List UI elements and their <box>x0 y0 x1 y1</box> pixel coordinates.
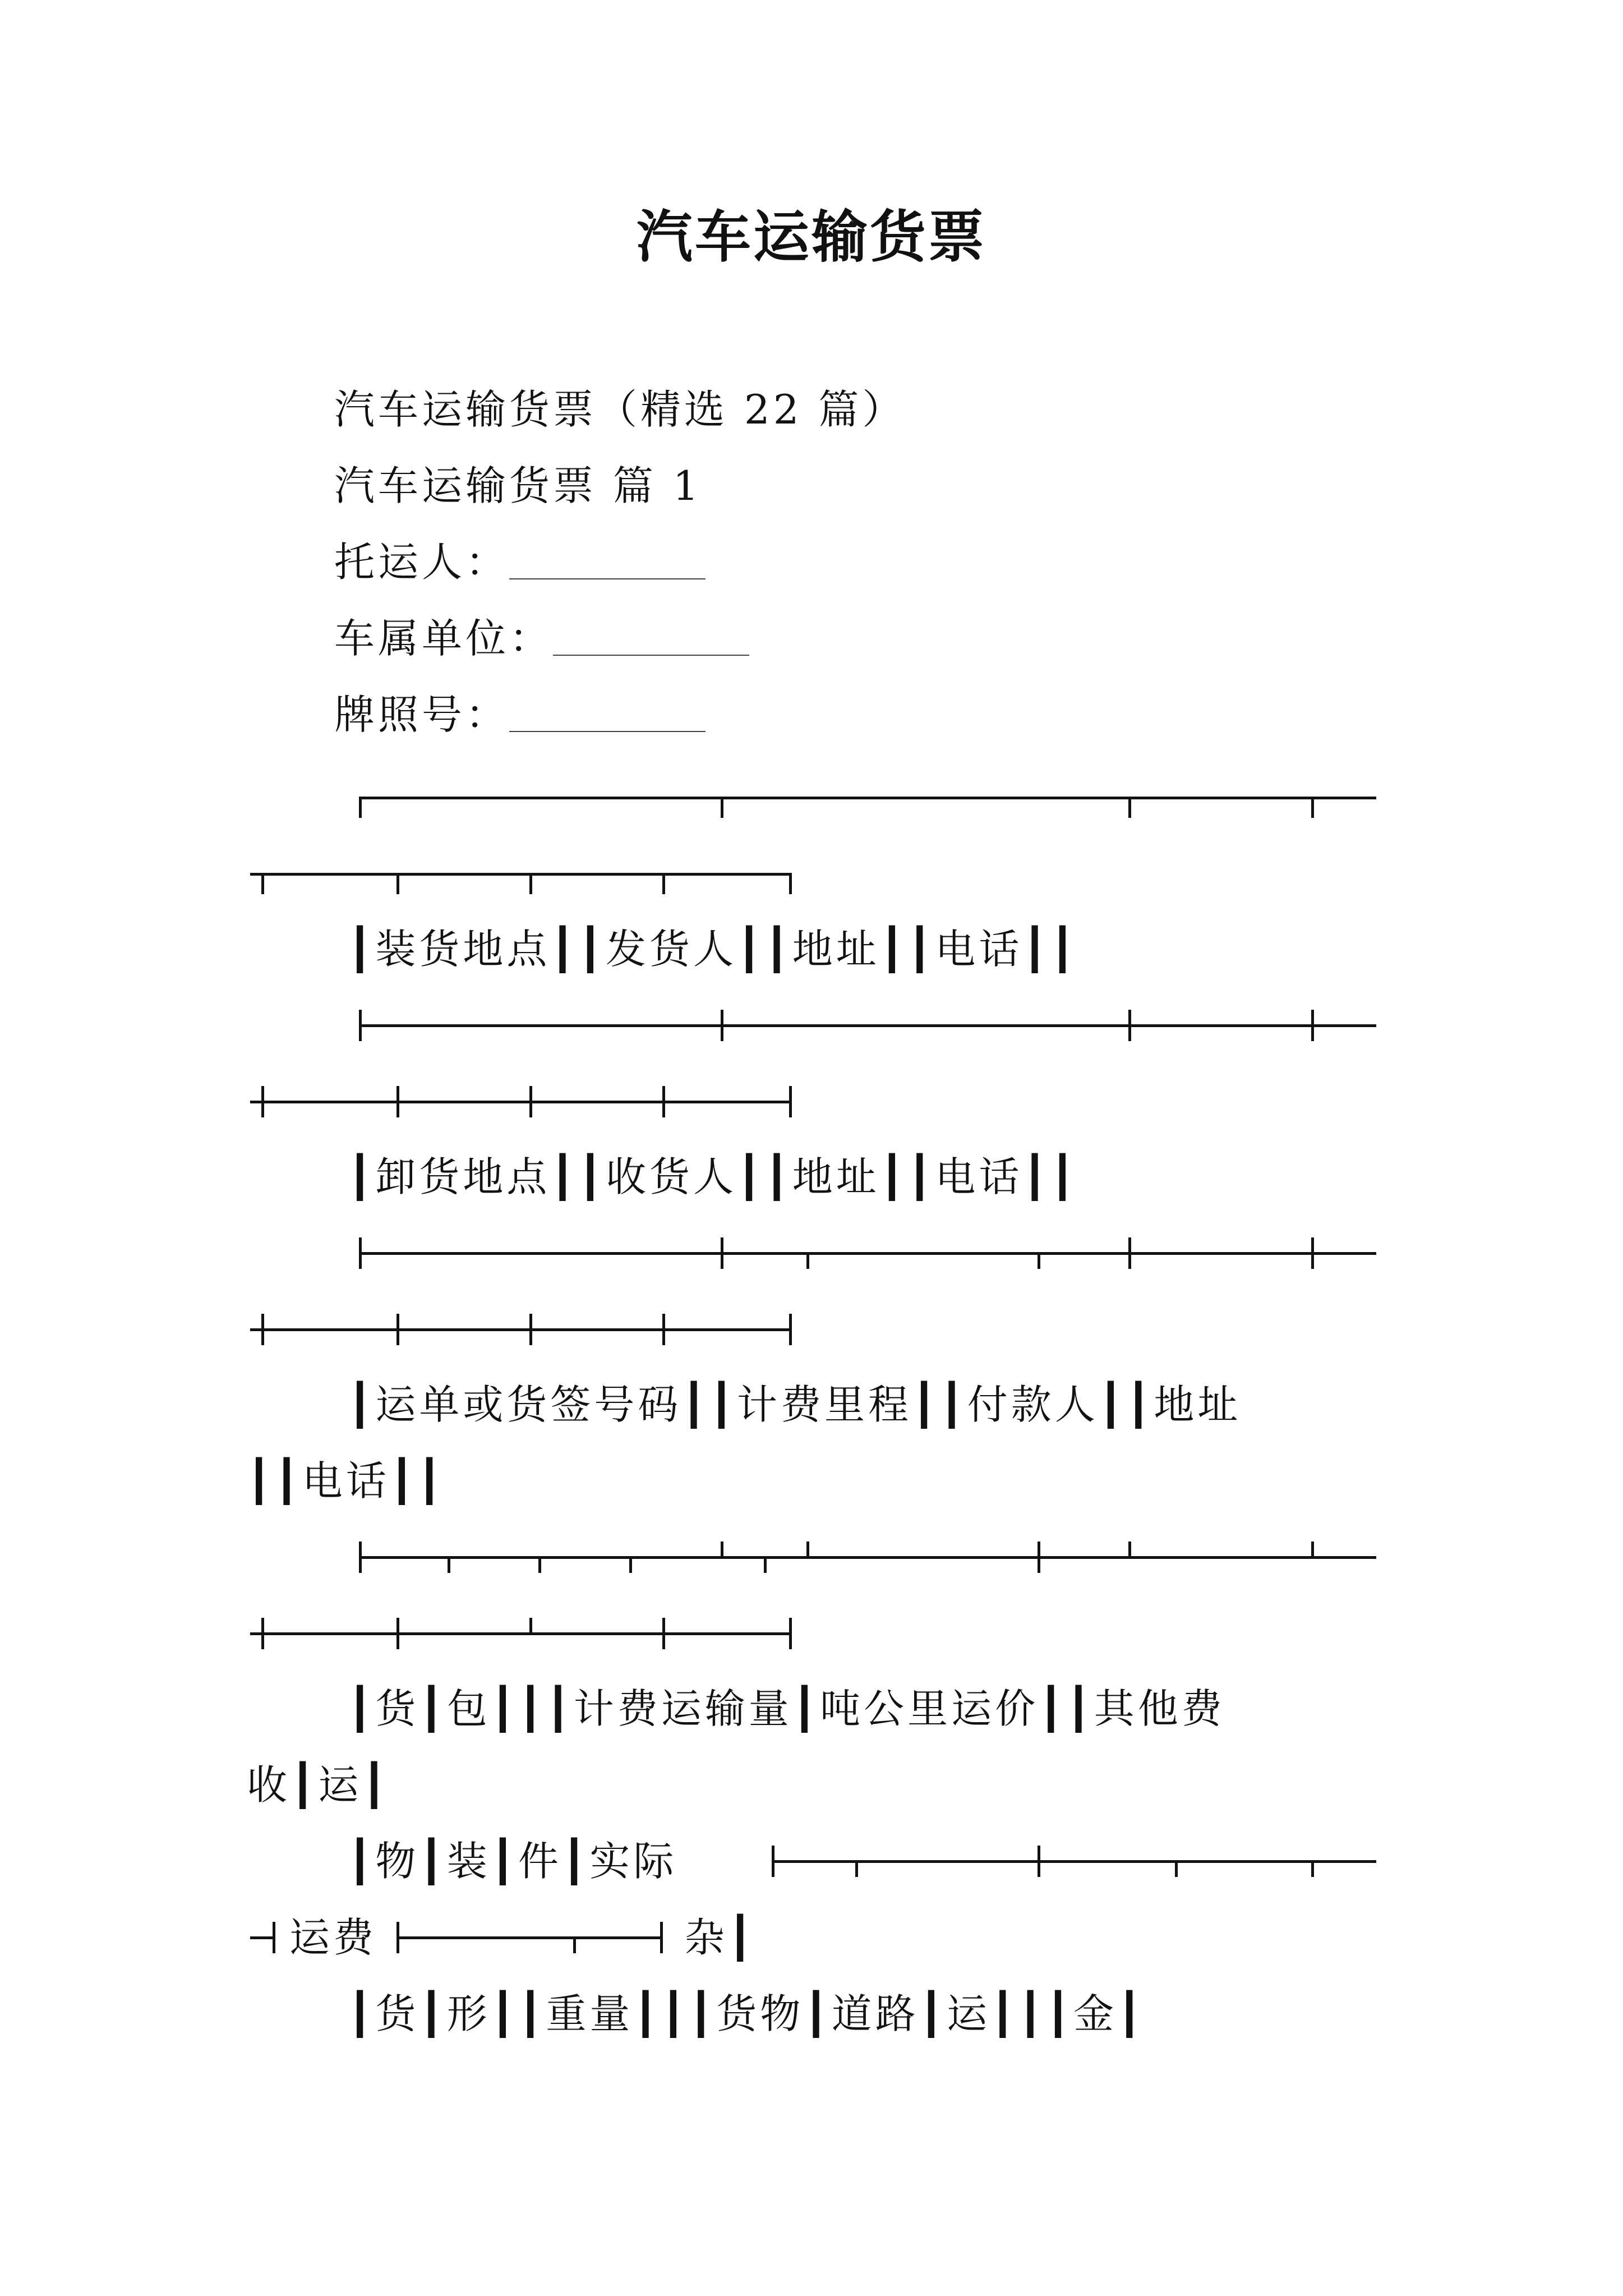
table-row-waybill-cont: ┃┃电话┃┃ <box>247 1457 445 1504</box>
plate-blank <box>509 697 706 732</box>
table-row-waybill: ┃运单或货签号码┃┃计费里程┃┃付款人┃┃地址 <box>348 1381 1242 1428</box>
plate-label: 牌照号： <box>334 691 510 738</box>
vehicle-unit-row <box>334 610 749 666</box>
heading-line: 汽车运输货票（精选 22 篇） <box>334 386 906 433</box>
shipper-label: 托运人： <box>334 539 510 586</box>
table-row-freight-label: 运费 <box>289 1914 377 1961</box>
table-row-goods-detail: ┃货┃形┃┃重量┃┃┃货物┃道路┃运┃┃┃金┃ <box>348 1990 1145 2037</box>
table-row-loading: ┃装货地点┃┃发货人┃┃地址┃┃电话┃┃ <box>348 926 1078 973</box>
shipper-row <box>334 534 706 590</box>
section-line: 汽车运输货票 篇 1 <box>334 462 702 509</box>
plate-row <box>334 687 706 743</box>
shipper-blank <box>509 545 706 579</box>
table-row-goods-sub: ┃物┃装┃件┃实际 <box>348 1838 677 1885</box>
table-row-goods-header-cont: 收┃运┃ <box>247 1761 390 1809</box>
table-row-misc-label: 杂┃ <box>684 1914 756 1961</box>
table-row-goods-header: ┃货┃包┃┃┃计费运输量┃吨公里运价┃┃其他费 <box>348 1685 1225 1732</box>
table-row-unloading: ┃卸货地点┃┃收货人┃┃地址┃┃电话┃┃ <box>348 1153 1078 1200</box>
vehicle-unit-blank <box>553 621 749 656</box>
document-title: 汽车运输货票 <box>637 204 986 270</box>
vehicle-unit-label: 车属单位： <box>334 615 554 662</box>
